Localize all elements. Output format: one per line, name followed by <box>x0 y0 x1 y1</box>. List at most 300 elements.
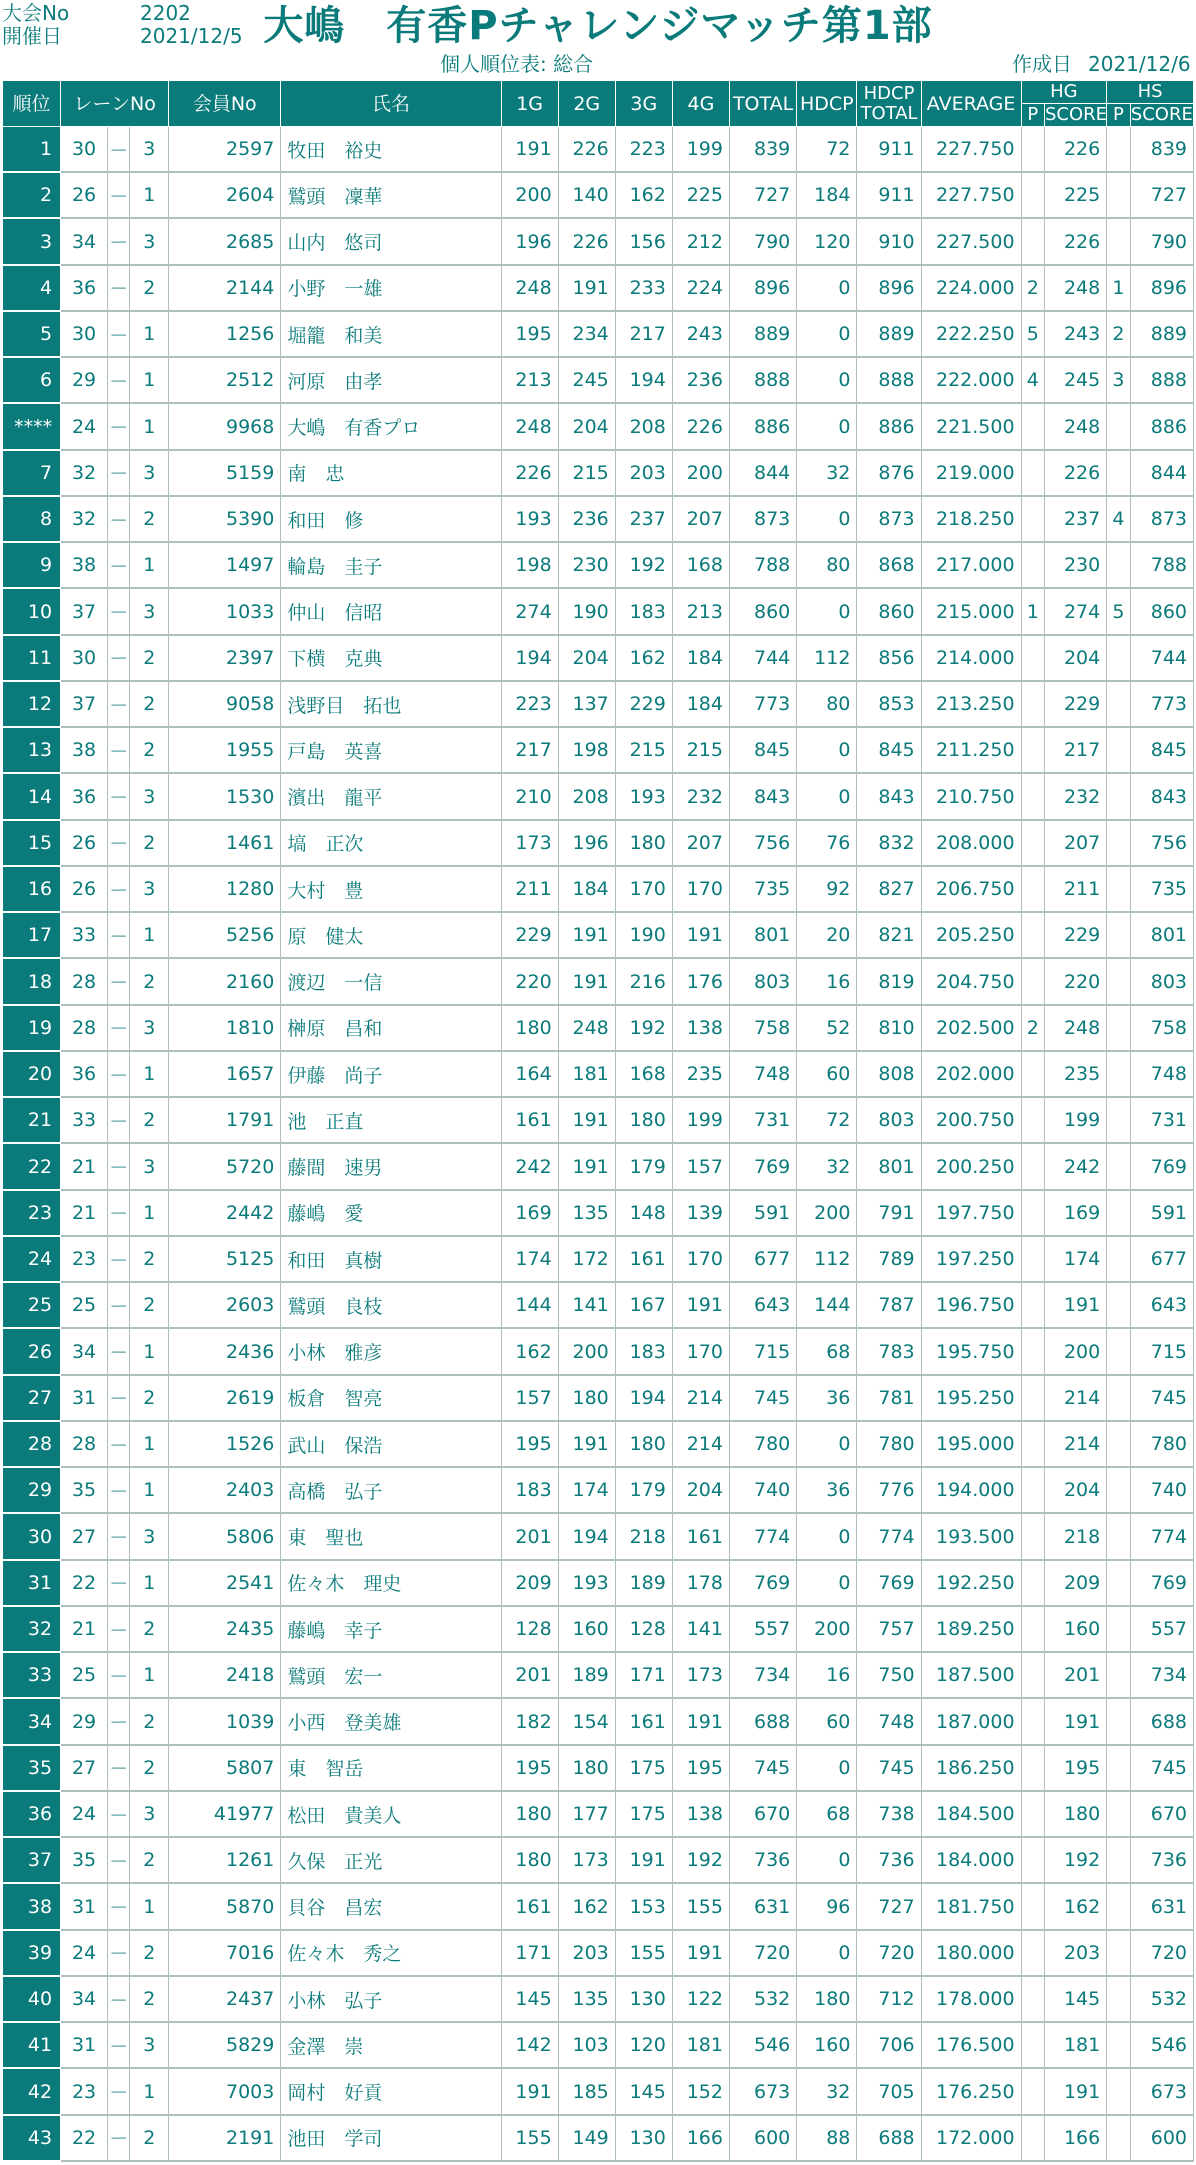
game2-cell: 193 <box>558 1560 615 1606</box>
game1-cell: 200 <box>501 172 558 218</box>
lane-separator: － <box>108 218 130 264</box>
lane-separator: － <box>108 1236 130 1282</box>
total-cell: 643 <box>729 1282 796 1328</box>
total-cell: 748 <box>729 1051 796 1097</box>
name-cell: 藤嶋 幸子 <box>281 1606 501 1652</box>
table-row <box>3 496 1194 542</box>
game3-cell: 153 <box>615 1883 672 1929</box>
game1-cell: 193 <box>501 496 558 542</box>
game1-cell: 248 <box>501 265 558 311</box>
hs-place-cell <box>1107 1421 1130 1467</box>
hdcp-total-cell: 821 <box>857 912 921 958</box>
hdcp-total-cell: 801 <box>857 1143 921 1189</box>
hdcp-cell: 184 <box>797 172 857 218</box>
hg-score-cell: 209 <box>1045 1560 1107 1606</box>
game4-cell: 191 <box>672 1930 729 1976</box>
hg-score-cell: 248 <box>1045 1005 1107 1051</box>
game3-cell: 145 <box>615 2068 672 2114</box>
game4-cell: 191 <box>672 1282 729 1328</box>
hdcp-total-cell: 688 <box>857 2115 921 2161</box>
shift-cell: 2 <box>130 1930 169 1976</box>
name-cell: 河原 由孝 <box>281 357 501 403</box>
game3-cell: 189 <box>615 1560 672 1606</box>
member-no-cell: 1461 <box>169 820 281 866</box>
total-cell: 532 <box>729 1976 796 2022</box>
lane-separator: － <box>108 2022 130 2068</box>
game4-cell: 200 <box>672 450 729 496</box>
game1-cell: 194 <box>501 635 558 681</box>
hs-score-cell: 715 <box>1130 1328 1193 1374</box>
hs-score-cell: 745 <box>1130 1745 1193 1791</box>
game1-cell: 180 <box>501 1791 558 1837</box>
game4-cell: 207 <box>672 496 729 542</box>
name-cell: 佐々木 理史 <box>281 1560 501 1606</box>
average-cell: 217.000 <box>921 542 1021 588</box>
hs-place-cell <box>1107 1143 1130 1189</box>
game4-cell: 214 <box>672 1421 729 1467</box>
shift-cell: 1 <box>130 1652 169 1698</box>
game2-cell: 181 <box>558 1051 615 1097</box>
game3-cell: 162 <box>615 635 672 681</box>
hs-place-cell <box>1107 218 1130 264</box>
lane-separator: － <box>108 1976 130 2022</box>
hdcp-total-cell: 745 <box>857 1745 921 1791</box>
game4-cell: 139 <box>672 1190 729 1236</box>
hs-score-cell: 557 <box>1130 1606 1193 1652</box>
table-row <box>3 1560 1194 1606</box>
hs-score-cell: 758 <box>1130 1005 1193 1051</box>
average-cell: 195.250 <box>921 1375 1021 1421</box>
hdcp-cell: 80 <box>797 681 857 727</box>
member-no-cell: 2160 <box>169 958 281 1004</box>
shift-cell: 2 <box>130 1976 169 2022</box>
col-game1: 1G <box>501 81 558 127</box>
average-cell: 214.000 <box>921 635 1021 681</box>
lane-cell: 25 <box>61 1652 108 1698</box>
name-cell: 和田 修 <box>281 496 501 542</box>
lane-cell: 21 <box>61 1606 108 1652</box>
hdcp-total-cell: 776 <box>857 1467 921 1513</box>
average-cell: 221.500 <box>921 403 1021 449</box>
hg-score-cell: 226 <box>1045 218 1107 264</box>
hs-place-cell <box>1107 1328 1130 1374</box>
rank-cell: 11 <box>3 635 61 681</box>
hs-place-cell <box>1107 1005 1130 1051</box>
table-row <box>3 1652 1194 1698</box>
col-hdcp-total <box>857 81 921 127</box>
lane-cell: 36 <box>61 1051 108 1097</box>
table-row <box>3 1467 1194 1513</box>
total-cell: 557 <box>729 1606 796 1652</box>
average-cell: 215.000 <box>921 588 1021 634</box>
lane-cell: 29 <box>61 357 108 403</box>
average-cell: 200.750 <box>921 1097 1021 1143</box>
lane-separator: － <box>108 1328 130 1374</box>
hdcp-cell: 0 <box>797 1837 857 1883</box>
shift-cell: 3 <box>130 2022 169 2068</box>
name-cell: 輪島 圭子 <box>281 542 501 588</box>
hdcp-cell: 16 <box>797 1652 857 1698</box>
hg-score-cell: 229 <box>1045 912 1107 958</box>
shift-cell: 1 <box>130 1051 169 1097</box>
hdcp-cell: 72 <box>797 1097 857 1143</box>
hg-place-cell <box>1021 1976 1044 2022</box>
game1-cell: 142 <box>501 2022 558 2068</box>
rank-cell: 4 <box>3 265 61 311</box>
hg-place-cell <box>1021 912 1044 958</box>
game4-cell: 199 <box>672 127 729 173</box>
rank-cell: 36 <box>3 1791 61 1837</box>
total-cell: 896 <box>729 265 796 311</box>
col-rank: 順位 <box>3 81 61 127</box>
hdcp-cell: 36 <box>797 1467 857 1513</box>
name-cell: 濱出 龍平 <box>281 773 501 819</box>
hdcp-cell: 0 <box>797 1513 857 1559</box>
lane-separator: － <box>108 1282 130 1328</box>
table-row <box>3 311 1194 357</box>
hs-score-cell: 532 <box>1130 1976 1193 2022</box>
hs-place-cell <box>1107 127 1130 173</box>
name-cell: 鷲頭 凜華 <box>281 172 501 218</box>
lane-cell: 22 <box>61 2115 108 2161</box>
game4-cell: 184 <box>672 635 729 681</box>
hs-place-cell <box>1107 1375 1130 1421</box>
game2-cell: 160 <box>558 1606 615 1652</box>
hg-score-cell: 217 <box>1045 727 1107 773</box>
game1-cell: 162 <box>501 1328 558 1374</box>
average-cell: 210.750 <box>921 773 1021 819</box>
hdcp-total-cell: 860 <box>857 588 921 634</box>
shift-cell: 3 <box>130 1791 169 1837</box>
game2-cell: 208 <box>558 773 615 819</box>
name-cell: 金澤 崇 <box>281 2022 501 2068</box>
lane-separator: － <box>108 542 130 588</box>
shift-cell: 2 <box>130 1282 169 1328</box>
name-cell: 佐々木 秀之 <box>281 1930 501 1976</box>
name-cell: 板倉 智亮 <box>281 1375 501 1421</box>
hg-place-cell <box>1021 403 1044 449</box>
game1-cell: 157 <box>501 1375 558 1421</box>
table-row <box>3 1236 1194 1282</box>
hs-place-cell <box>1107 727 1130 773</box>
shift-cell: 2 <box>130 820 169 866</box>
name-cell: 南 忠 <box>281 450 501 496</box>
game3-cell: 167 <box>615 1282 672 1328</box>
hdcp-total-cell: 769 <box>857 1560 921 1606</box>
game4-cell: 170 <box>672 1236 729 1282</box>
member-no-cell: 1033 <box>169 588 281 634</box>
table-row <box>3 1097 1194 1143</box>
average-cell: 200.250 <box>921 1143 1021 1189</box>
hg-score-cell: 191 <box>1045 2068 1107 2114</box>
col-member-no: 会員No <box>169 81 281 127</box>
game1-cell: 217 <box>501 727 558 773</box>
average-cell: 222.250 <box>921 311 1021 357</box>
table-row <box>3 1606 1194 1652</box>
hg-place-cell <box>1021 542 1044 588</box>
hg-place-cell <box>1021 1837 1044 1883</box>
event-date-label: 開催日 <box>2 24 62 48</box>
hdcp-cell: 80 <box>797 542 857 588</box>
game2-cell: 185 <box>558 2068 615 2114</box>
hdcp-total-cell: 803 <box>857 1097 921 1143</box>
name-cell: 塙 正次 <box>281 820 501 866</box>
member-no-cell: 2619 <box>169 1375 281 1421</box>
member-no-cell: 2604 <box>169 172 281 218</box>
game3-cell: 175 <box>615 1791 672 1837</box>
col-hdcp-total-line1: HDCP <box>863 82 915 104</box>
lane-cell: 34 <box>61 1976 108 2022</box>
member-no-cell: 5256 <box>169 912 281 958</box>
game3-cell: 218 <box>615 1513 672 1559</box>
game4-cell: 173 <box>672 1652 729 1698</box>
name-cell: 武山 保浩 <box>281 1421 501 1467</box>
total-cell: 715 <box>729 1328 796 1374</box>
hdcp-cell: 72 <box>797 127 857 173</box>
member-no-cell: 2435 <box>169 1606 281 1652</box>
game3-cell: 223 <box>615 127 672 173</box>
game4-cell: 181 <box>672 2022 729 2068</box>
hs-score-cell: 773 <box>1130 681 1193 727</box>
game1-cell: 229 <box>501 912 558 958</box>
name-cell: 高橋 弘子 <box>281 1467 501 1513</box>
table-row <box>3 866 1194 912</box>
hdcp-cell: 180 <box>797 1976 857 2022</box>
hdcp-total-cell: 819 <box>857 958 921 1004</box>
shift-cell: 3 <box>130 450 169 496</box>
lane-separator: － <box>108 1652 130 1698</box>
hg-score-cell: 248 <box>1045 403 1107 449</box>
game2-cell: 226 <box>558 127 615 173</box>
name-cell: 浅野目 拓也 <box>281 681 501 727</box>
game1-cell: 248 <box>501 403 558 449</box>
rank-cell: 17 <box>3 912 61 958</box>
game2-cell: 191 <box>558 958 615 1004</box>
game1-cell: 242 <box>501 1143 558 1189</box>
game3-cell: 156 <box>615 218 672 264</box>
rank-cell: 32 <box>3 1606 61 1652</box>
average-cell: 197.250 <box>921 1236 1021 1282</box>
hg-place-cell <box>1021 1513 1044 1559</box>
hdcp-total-cell: 789 <box>857 1236 921 1282</box>
table-row <box>3 127 1194 173</box>
table-row <box>3 1421 1194 1467</box>
game2-cell: 190 <box>558 588 615 634</box>
game3-cell: 190 <box>615 912 672 958</box>
game2-cell: 173 <box>558 1837 615 1883</box>
hs-score-cell: 845 <box>1130 727 1193 773</box>
hs-score-cell: 860 <box>1130 588 1193 634</box>
hdcp-total-cell: 827 <box>857 866 921 912</box>
hg-place-cell <box>1021 1097 1044 1143</box>
hg-place-cell <box>1021 127 1044 173</box>
member-no-cell: 2144 <box>169 265 281 311</box>
game1-cell: 213 <box>501 357 558 403</box>
table-row <box>3 1143 1194 1189</box>
hdcp-cell: 0 <box>797 357 857 403</box>
lane-separator: － <box>108 1883 130 1929</box>
hdcp-cell: 0 <box>797 311 857 357</box>
hs-place-cell: 1 <box>1107 265 1130 311</box>
lane-cell: 34 <box>61 218 108 264</box>
rank-cell: 16 <box>3 866 61 912</box>
table-row <box>3 1005 1194 1051</box>
shift-cell: 1 <box>130 1467 169 1513</box>
lane-cell: 36 <box>61 265 108 311</box>
hs-place-cell <box>1107 820 1130 866</box>
hs-score-cell: 600 <box>1130 2115 1193 2161</box>
game3-cell: 215 <box>615 727 672 773</box>
average-cell: 176.250 <box>921 2068 1021 2114</box>
rank-cell: 6 <box>3 357 61 403</box>
hg-score-cell: 174 <box>1045 1236 1107 1282</box>
average-cell: 205.250 <box>921 912 1021 958</box>
hs-score-cell: 844 <box>1130 450 1193 496</box>
rank-cell: 18 <box>3 958 61 1004</box>
hs-score-cell: 631 <box>1130 1883 1193 1929</box>
table-row <box>3 1328 1194 1374</box>
hdcp-total-cell: 876 <box>857 450 921 496</box>
hg-score-cell: 243 <box>1045 311 1107 357</box>
hdcp-cell: 0 <box>797 1745 857 1791</box>
hdcp-cell: 0 <box>797 727 857 773</box>
name-cell: 東 聖也 <box>281 1513 501 1559</box>
hg-place-cell <box>1021 1883 1044 1929</box>
game3-cell: 161 <box>615 1698 672 1744</box>
rank-cell: 22 <box>3 1143 61 1189</box>
shift-cell: 1 <box>130 2068 169 2114</box>
game1-cell: 198 <box>501 542 558 588</box>
hg-place-cell <box>1021 1467 1044 1513</box>
total-cell: 734 <box>729 1652 796 1698</box>
game3-cell: 193 <box>615 773 672 819</box>
lane-separator: － <box>108 265 130 311</box>
hs-score-cell: 748 <box>1130 1051 1193 1097</box>
member-no-cell: 2437 <box>169 1976 281 2022</box>
hg-score-cell: 166 <box>1045 2115 1107 2161</box>
rank-cell: 31 <box>3 1560 61 1606</box>
lane-separator: － <box>108 172 130 218</box>
average-cell: 227.750 <box>921 127 1021 173</box>
total-cell: 873 <box>729 496 796 542</box>
member-no-cell: 2597 <box>169 127 281 173</box>
rank-cell: 30 <box>3 1513 61 1559</box>
hs-score-cell: 896 <box>1130 265 1193 311</box>
game4-cell: 195 <box>672 1745 729 1791</box>
hs-place-cell <box>1107 1745 1130 1791</box>
rank-cell: 41 <box>3 2022 61 2068</box>
name-cell: 東 智岳 <box>281 1745 501 1791</box>
total-cell: 774 <box>729 1513 796 1559</box>
name-cell: 貝谷 昌宏 <box>281 1883 501 1929</box>
game2-cell: 191 <box>558 1143 615 1189</box>
rank-cell: 43 <box>3 2115 61 2161</box>
lane-cell: 26 <box>61 820 108 866</box>
hs-score-cell: 790 <box>1130 218 1193 264</box>
shift-cell: 2 <box>130 1606 169 1652</box>
total-cell: 756 <box>729 820 796 866</box>
game3-cell: 120 <box>615 2022 672 2068</box>
lane-cell: 32 <box>61 450 108 496</box>
total-cell: 790 <box>729 218 796 264</box>
hdcp-cell: 52 <box>797 1005 857 1051</box>
member-no-cell: 2403 <box>169 1467 281 1513</box>
member-no-cell: 1256 <box>169 311 281 357</box>
game4-cell: 215 <box>672 727 729 773</box>
hs-place-cell <box>1107 1698 1130 1744</box>
game3-cell: 208 <box>615 403 672 449</box>
rank-cell: 37 <box>3 1837 61 1883</box>
total-cell: 773 <box>729 681 796 727</box>
game2-cell: 191 <box>558 265 615 311</box>
lane-separator: － <box>108 1606 130 1652</box>
shift-cell: 2 <box>130 2115 169 2161</box>
hs-place-cell <box>1107 912 1130 958</box>
hdcp-total-cell: 750 <box>857 1652 921 1698</box>
game4-cell: 214 <box>672 1375 729 1421</box>
hs-score-cell: 677 <box>1130 1236 1193 1282</box>
shift-cell: 1 <box>130 357 169 403</box>
hs-place-cell <box>1107 1236 1130 1282</box>
average-cell: 202.000 <box>921 1051 1021 1097</box>
game4-cell: 176 <box>672 958 729 1004</box>
shift-cell: 1 <box>130 912 169 958</box>
hg-place-cell <box>1021 172 1044 218</box>
average-cell: 187.500 <box>921 1652 1021 1698</box>
game2-cell: 248 <box>558 1005 615 1051</box>
hg-score-cell: 200 <box>1045 1328 1107 1374</box>
game2-cell: 135 <box>558 1190 615 1236</box>
game2-cell: 204 <box>558 635 615 681</box>
game4-cell: 170 <box>672 1328 729 1374</box>
total-cell: 631 <box>729 1883 796 1929</box>
lane-cell: 35 <box>61 1837 108 1883</box>
hg-score-cell: 232 <box>1045 773 1107 819</box>
total-cell: 745 <box>729 1375 796 1421</box>
average-cell: 195.000 <box>921 1421 1021 1467</box>
rank-cell: **** <box>3 403 61 449</box>
game3-cell: 180 <box>615 1097 672 1143</box>
lane-cell: 22 <box>61 1560 108 1606</box>
member-no-cell: 2685 <box>169 218 281 264</box>
average-cell: 224.000 <box>921 265 1021 311</box>
lane-separator: － <box>108 1513 130 1559</box>
member-no-cell: 2436 <box>169 1328 281 1374</box>
game3-cell: 192 <box>615 542 672 588</box>
member-no-cell: 2418 <box>169 1652 281 1698</box>
hdcp-total-cell: 910 <box>857 218 921 264</box>
hg-score-cell: 181 <box>1045 2022 1107 2068</box>
member-no-cell: 2603 <box>169 1282 281 1328</box>
hg-place-cell <box>1021 820 1044 866</box>
rank-cell: 25 <box>3 1282 61 1328</box>
shift-cell: 2 <box>130 681 169 727</box>
game4-cell: 235 <box>672 1051 729 1097</box>
game1-cell: 180 <box>501 1837 558 1883</box>
hdcp-total-cell: 736 <box>857 1837 921 1883</box>
game1-cell: 201 <box>501 1652 558 1698</box>
member-no-cell: 1955 <box>169 727 281 773</box>
rank-cell: 8 <box>3 496 61 542</box>
shift-cell: 2 <box>130 1097 169 1143</box>
hdcp-total-cell: 868 <box>857 542 921 588</box>
game1-cell: 201 <box>501 1513 558 1559</box>
total-cell: 670 <box>729 1791 796 1837</box>
hs-place-cell: 5 <box>1107 588 1130 634</box>
total-cell: 731 <box>729 1097 796 1143</box>
name-cell: 久保 正光 <box>281 1837 501 1883</box>
lane-separator: － <box>108 681 130 727</box>
